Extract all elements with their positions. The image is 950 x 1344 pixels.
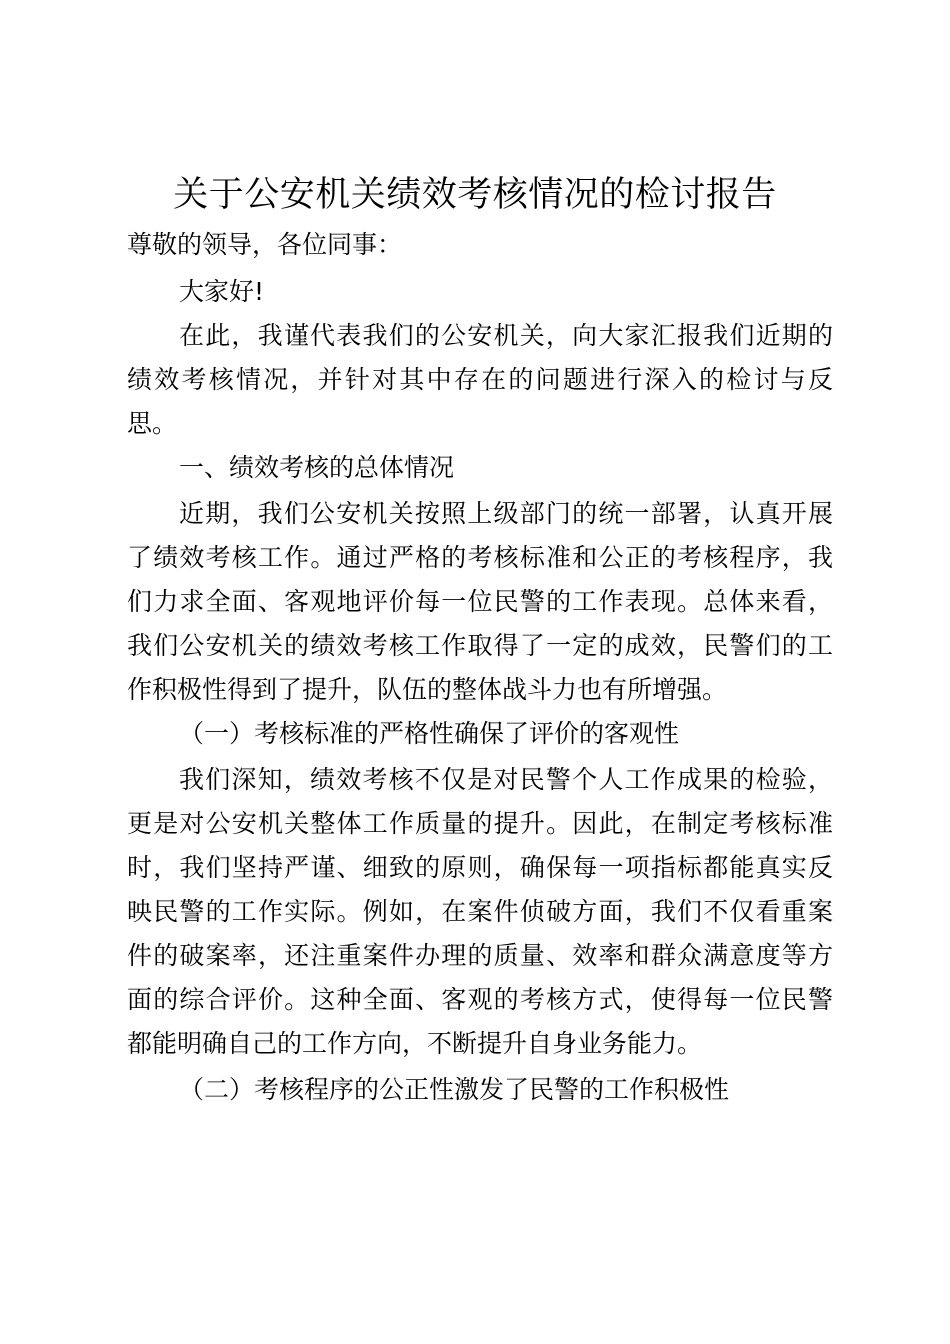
intro-line: 绩效考核情况，并针对其中存在的问题进行深入的检讨与反	[127, 365, 833, 394]
paragraph-line: 都能明确自己的工作方向，不断提升自身业务能力。	[127, 1029, 703, 1058]
paragraph-line: 我们公安机关的绩效考核工作取得了一定的成效，民警们的工	[127, 631, 833, 660]
paragraph-line: 件的破案率，还注重案件办理的质量、效率和群众满意度等方	[127, 941, 833, 970]
intro-line: 在此，我谨代表我们的公安机关，向大家汇报我们近期的	[179, 321, 833, 350]
subsection-heading: （一）考核标准的严格性确保了评价的客观性	[179, 719, 680, 748]
paragraph-line: 近期，我们公安机关按照上级部门的统一部署，认真开展	[179, 499, 833, 528]
intro-line: 思。	[127, 409, 178, 438]
paragraph-line: 映民警的工作实际。例如，在案件侦破方面，我们不仅看重案	[127, 897, 833, 926]
salutation: 尊敬的领导，各位同事：	[127, 230, 403, 259]
paragraph-line: 作积极性得到了提升，队伍的整体战斗力也有所增强。	[127, 675, 728, 704]
section-heading: 一、绩效考核的总体情况	[179, 453, 455, 482]
greeting: 大家好!	[179, 277, 265, 306]
paragraph-line: 我们深知，绩效考核不仅是对民警个人工作成果的检验，	[179, 765, 833, 794]
paragraph-line: 面的综合评价。这种全面、客观的考核方式，使得每一位民警	[127, 985, 833, 1014]
subsection-heading: （二）考核程序的公正性激发了民警的工作积极性	[179, 1075, 730, 1104]
paragraph-line: 们力求全面、客观地评价每一位民警的工作表现。总体来看，	[127, 587, 833, 616]
paragraph-line: 时，我们坚持严谨、细致的原则，确保每一项指标都能真实反	[127, 853, 833, 882]
document-title: 关于公安机关绩效考核情况的检讨报告	[173, 175, 777, 215]
paragraph-line: 了绩效考核工作。通过严格的考核标准和公正的考核程序，我	[127, 543, 833, 572]
paragraph-line: 更是对公安机关整体工作质量的提升。因此，在制定考核标准	[127, 809, 833, 838]
